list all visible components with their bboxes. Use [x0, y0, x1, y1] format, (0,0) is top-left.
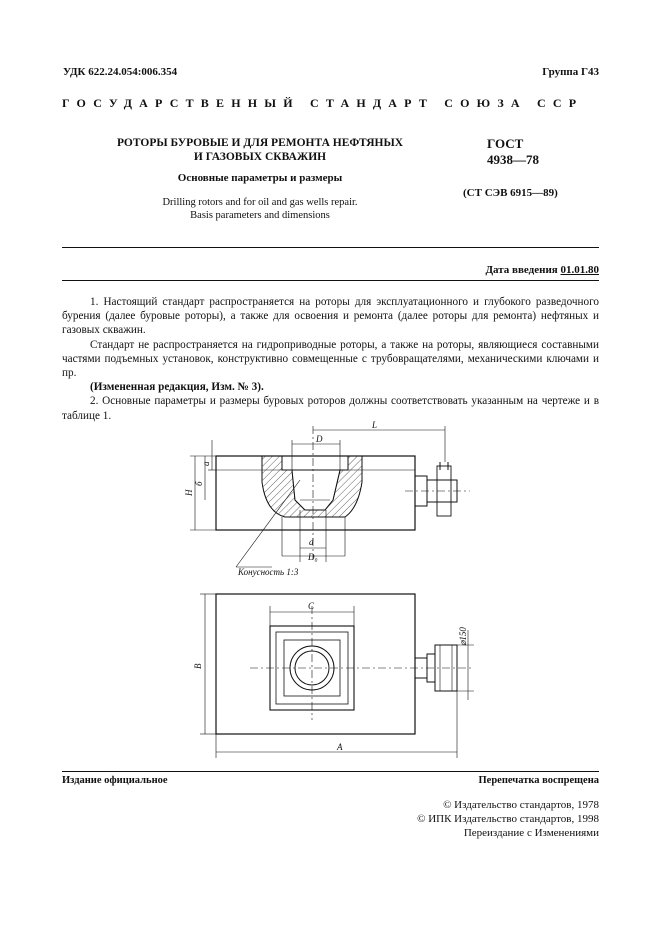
effective-date-label: Дата введения	[485, 264, 558, 276]
copyright-1978: © Издательство стандартов, 1978	[443, 799, 599, 811]
dim-label-phi150: ⌀150	[458, 627, 468, 646]
dim-label-C: C	[308, 601, 315, 611]
side-view	[190, 426, 470, 567]
group-code: Группа Г43	[542, 66, 599, 78]
gost-number: 4938—78	[487, 152, 539, 167]
title-line-1: РОТОРЫ БУРОВЫЕ И ДЛЯ РЕМОНТА НЕФТЯНЫХ	[116, 137, 404, 149]
english-title-line-2: Basis parameters and dimensions	[190, 210, 330, 221]
sev-designation: (СТ СЭВ 6915—89)	[463, 187, 558, 199]
paragraph-2: Стандарт не распространяется на гидроприводные роторы, а также на роторы, являющиеся составными частями подъемных установок, конструктивно совмещенные с трубовращателями, механическими ключами и пр.	[62, 338, 599, 380]
taper-label: Конусность 1:3	[238, 567, 299, 577]
dim-label-D: D	[316, 434, 323, 444]
plan-view	[200, 594, 474, 758]
dim-label-D0: D₀	[308, 552, 318, 562]
plan-view-body	[216, 594, 415, 734]
official-edition: Издание официальное	[62, 775, 168, 786]
paragraph-1: 1. Настоящий стандарт распространяется на роторы для эксплуатационного и глубокого разведочного бурения (далее буровые роторы), а также для освоения и ремонта (далее роторы для ремонта) нефтяных и газовых скважин.	[62, 296, 599, 337]
footer-rule	[62, 771, 599, 772]
dim-label-b: б	[194, 481, 204, 486]
paragraph-3: 2. Основные параметры и размеры буровых роторов должны соответствовать указанным на чертеже и в таблице 1.	[62, 395, 599, 422]
dim-label-A: A	[337, 742, 343, 752]
dim-label-B: B	[193, 663, 203, 669]
dim-label-d: d	[309, 537, 314, 547]
effective-date-value: 01.01.80	[560, 264, 599, 276]
reprint-prohibited: Перепечатка воспрещена	[478, 775, 599, 786]
udk-code: УДК 622.24.054:006.354	[63, 66, 178, 78]
date-rule	[62, 280, 599, 281]
english-title-line-1: Drilling rotors and for oil and gas wells repair.	[162, 197, 358, 208]
document-title	[90, 136, 430, 164]
header-rule	[62, 247, 599, 248]
gost-label: ГОСТ	[487, 136, 524, 151]
body-text	[62, 295, 599, 423]
gost-designation	[487, 136, 539, 168]
english-title	[90, 196, 430, 222]
copyright-1998: © ИПК Издательство стандартов, 1998	[417, 813, 599, 825]
standard-banner: ГОСУДАРСТВЕННЫЙ СТАНДАРТ СОЮЗА ССР	[62, 96, 584, 110]
document-subtitle: Основные параметры и размеры	[177, 172, 343, 184]
dim-label-H: H	[184, 489, 194, 496]
title-line-2: И ГАЗОВЫХ СКВАЖИН	[193, 151, 327, 163]
dim-label-L: L	[372, 420, 378, 430]
copyright-block	[417, 798, 599, 840]
reissue-note: Переиздание с Изменениями	[463, 827, 599, 839]
dim-label-a: a	[201, 461, 211, 466]
amendment-note: (Измененная редакция, Изм. № 3).	[90, 381, 264, 394]
rotor-drawing	[0, 415, 661, 765]
effective-date	[485, 264, 599, 276]
